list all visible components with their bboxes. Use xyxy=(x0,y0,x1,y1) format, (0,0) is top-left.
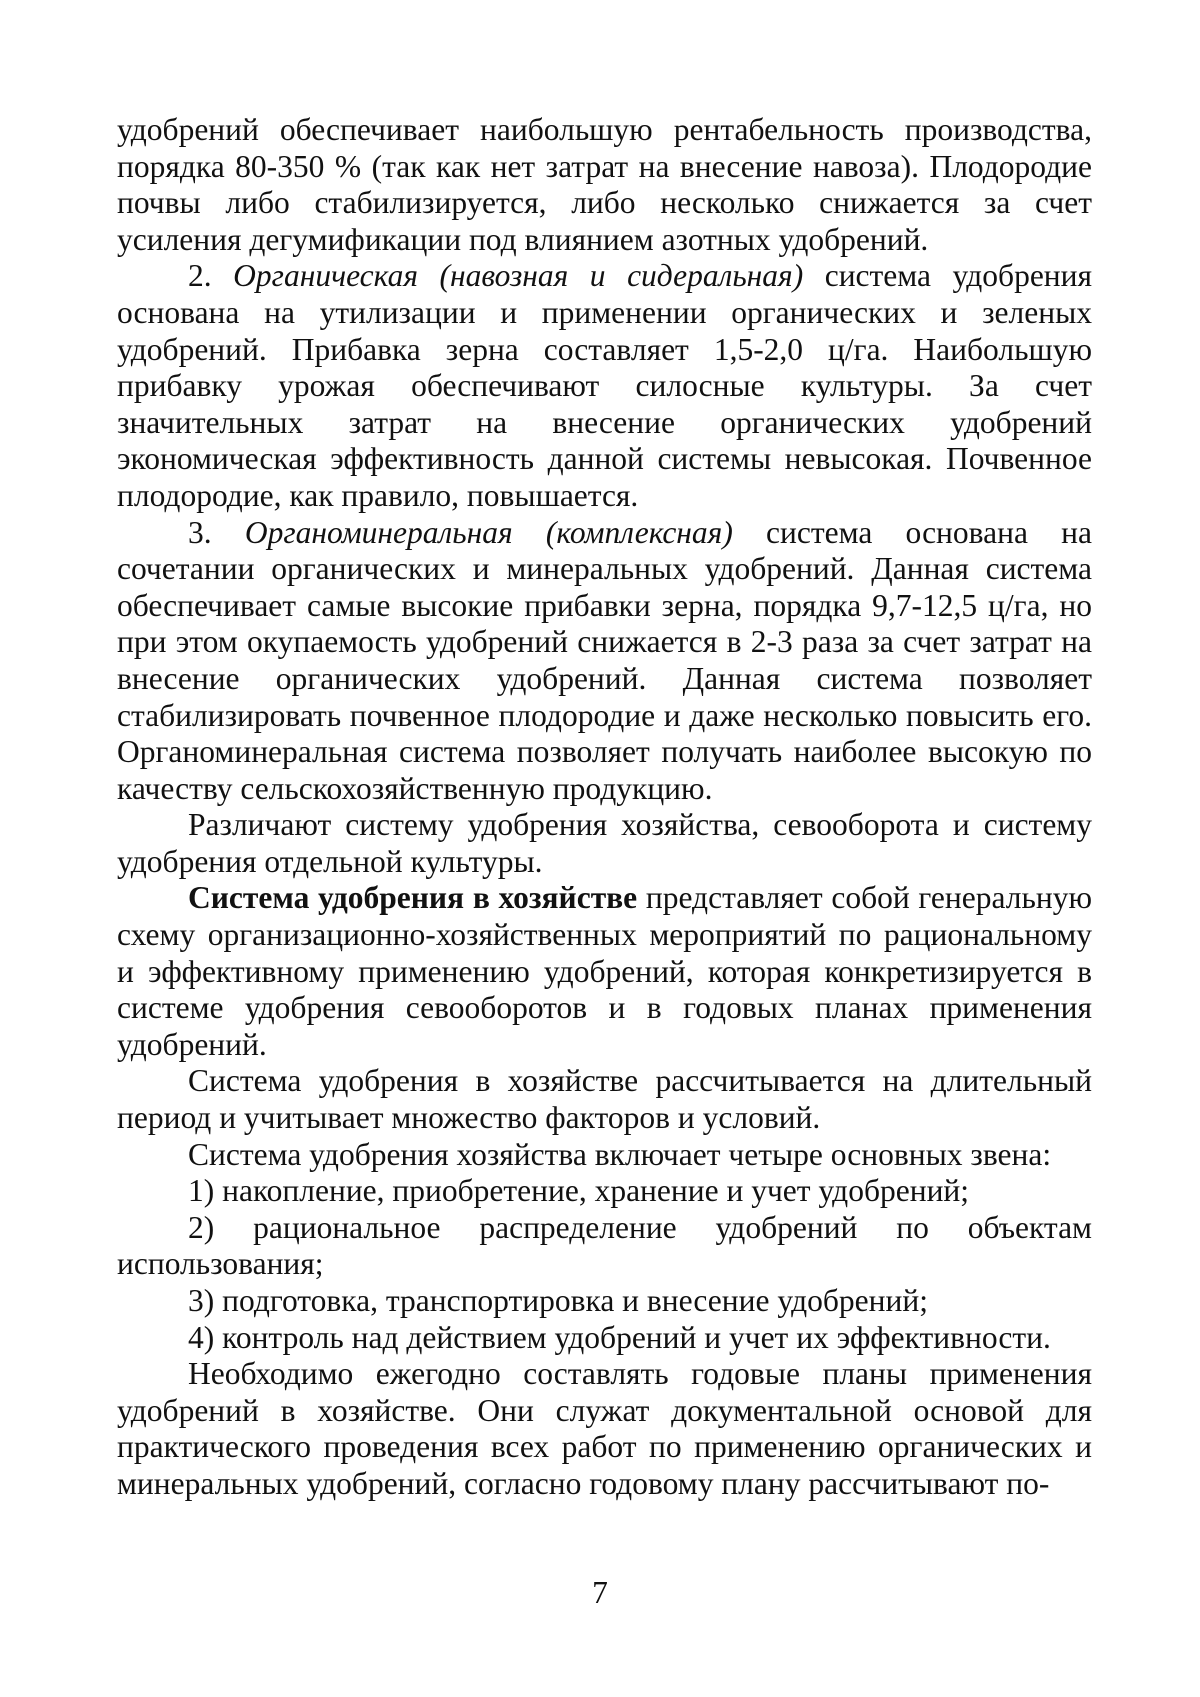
list-item-text: 1) накопление, приобретение, хранение и учет удобрений; xyxy=(188,1173,970,1209)
page-body xyxy=(117,112,1092,1503)
paragraph-text: Различают систему удобрения хозяйства, севооборота и систему удобрения отдельной культуры. xyxy=(117,807,1092,879)
list-item xyxy=(117,1173,1092,1210)
term-farm-system: Система удобрения в хозяйстве xyxy=(188,880,638,916)
list-item-text: 3) подготовка, транспортировка и внесение удобрений; xyxy=(188,1283,928,1318)
paragraph-continuation xyxy=(117,112,1092,258)
list-number: 2. xyxy=(188,258,234,294)
paragraph-text: представляет собой генеральную схему организационно-хозяйственных мероприятий по рациональному и эффективному применению удобрений, которая конкретизируется в системе удобрения севооборотов и в годовых планах применения удобрений. xyxy=(117,880,1092,1062)
paragraph-organomineral-system xyxy=(117,515,1092,808)
list-item-text: 2) рациональное распределение удобрений по объектам использования; xyxy=(117,1209,1092,1282)
paragraph-organic-system xyxy=(117,258,1092,514)
paragraph-text: Система удобрения в хозяйстве рассчитывается на длительный период и учитывает множество факторов и условий. xyxy=(117,1063,1092,1136)
paragraph-text: система основана на сочетании органических и минеральных удобрений. Данная система обеспечивает самые высокие прибавки зерна, порядка 9,7-12,5 ц/га, но при этом окупаемость удобрений снижается в 2-3 раза за счет затрат на внесение органических удобрений. Данная система позволяет стабилизировать почвенное плодородие и даже несколько повысить его. Органоминеральная система позволяет получать наиболее высокую по качеству сельскохозяйственную продукцию. xyxy=(117,514,1092,806)
paragraph-annual-plans xyxy=(117,1356,1092,1502)
list-item xyxy=(117,1320,1092,1357)
paragraph-text: Необходимо ежегодно составлять годовые планы применения удобрений в хозяйстве. Они служат документальной основой для практического проведения всех работ по применению органических и минеральных удобрений, согласно годовому плану рассчитывают по- xyxy=(117,1356,1092,1501)
paragraph-system-types xyxy=(117,807,1092,880)
list-number: 3. xyxy=(188,514,245,550)
paragraph-text: система удобрения основана на утилизации и применении органических и зеленых удобрений. Прибавка зерна составляет 1,5-2,0 ц/га. Наибольшую прибавку урожая обеспечивают силосные культуры. За счет значительных затрат на внесение органических удобрений экономическая эффективность данной системы невысокая. Почвенное плодородие, как правило, повышается. xyxy=(117,258,1092,513)
list-item xyxy=(117,1283,1092,1320)
term-organomineral-system: Органоминеральная (комплексная) xyxy=(244,514,733,550)
paragraph-text: удобрений обеспечивает наибольшую рентабельность производства, порядка 80-350 % (так как нет затрат на внесение навоза). Плодородие почвы либо стабилизируется, либо несколько снижается за счет усиления дегумификации под влиянием азотных удобрений. xyxy=(117,112,1092,257)
list-item-text: 4) контроль над действием удобрений и учет их эффективности. xyxy=(188,1319,1051,1355)
paragraph-long-term xyxy=(117,1063,1092,1136)
page-number: 7 xyxy=(592,1575,608,1610)
paragraph-text: Система удобрения хозяйства включает четыре основных звена: xyxy=(188,1136,1052,1172)
term-organic-system: Органическая (навозная и сидеральная) xyxy=(233,258,804,294)
list-item xyxy=(117,1210,1092,1283)
paragraph-farm-system-definition xyxy=(117,880,1092,1063)
paragraph-four-links xyxy=(117,1137,1092,1174)
